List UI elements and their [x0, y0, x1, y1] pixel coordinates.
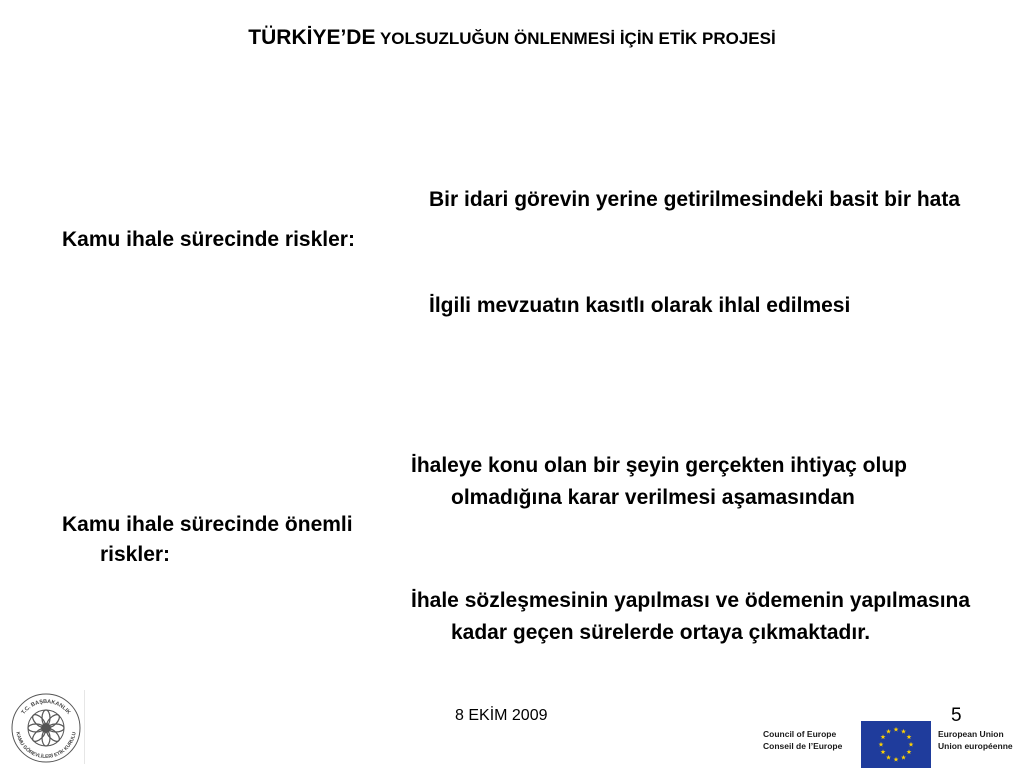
european-union-logo-text — [938, 728, 1013, 752]
section2-item-1: İhaleye konu olan bir şeyin gerçekten ihtiyaç olup olmadığına karar verilmesi aşamasından — [411, 454, 907, 509]
title-rest: YOLSUZLUĞUN ÖNLENMESİ İÇİN ETİK PROJESİ — [379, 29, 776, 48]
section1-label: Kamu ihale sürecinde riskler: — [62, 228, 355, 251]
coe-eu-logo-band — [755, 719, 1024, 768]
footer-date: 8 EKİM 2009 — [455, 707, 548, 724]
ethics-council-seal-logo — [6, 690, 86, 764]
section1-item-2: İlgili mevzuatın kasıtlı olarak ihlal edilmesi — [429, 294, 851, 317]
coe-line-english: Council of Europe — [763, 729, 837, 739]
section2-item-2: İhale sözleşmesinin yapılması ve ödemenin yapılmasına kadar geçen sürelerde ortaya çıkmaktadır. — [411, 589, 971, 644]
svg-text:KAMU GÖREVLİLERİ ETİK KURULU: KAMU GÖREVLİLERİ ETİK KURULU — [14, 731, 78, 761]
svg-text:T.C. BAŞBAKANLIK: T.C. BAŞBAKANLIK — [20, 698, 72, 716]
page-number: 5 — [951, 705, 962, 726]
seal-divider — [84, 690, 85, 764]
eu-flag-icon — [861, 721, 931, 768]
slide-title — [0, 26, 1024, 50]
section2-label: Kamu ihale sürecinde önemli riskler: — [62, 513, 353, 566]
title-main: TÜRKİYE’DE — [248, 26, 376, 49]
section1-item-1: Bir idari görevin yerine getirilmesindeki basit bir hata — [429, 188, 960, 211]
eu-line-french: Union européenne — [938, 741, 1013, 751]
eu-line-english: European Union — [938, 729, 1004, 739]
council-of-europe-logo-text — [763, 728, 842, 752]
coe-line-french: Conseil de l’Europe — [763, 741, 843, 751]
